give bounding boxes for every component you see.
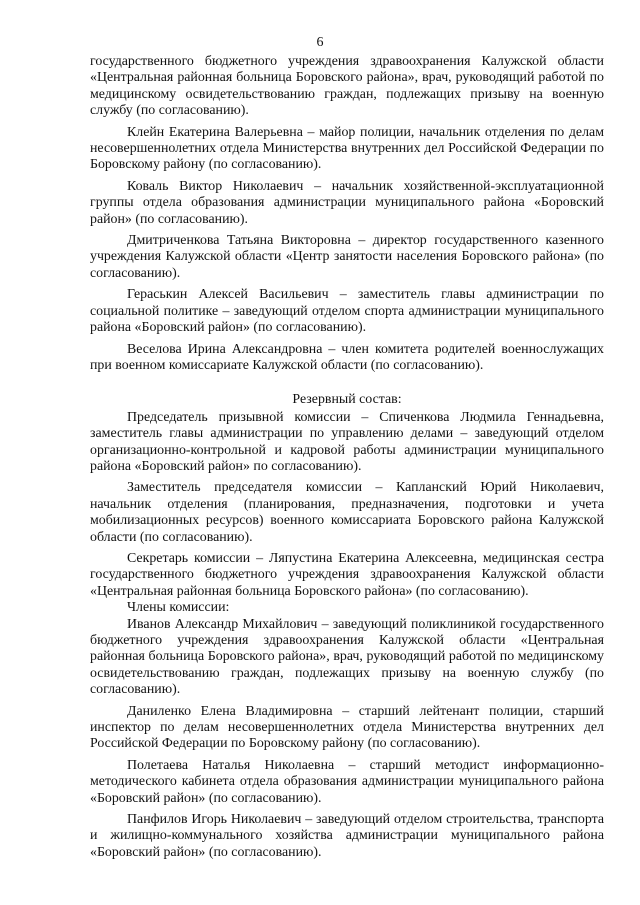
paragraph-poletaeva: Полетаева Наталья Николаевна – старший методист информационно-методического кабинета отдела образования администрации муниципального района «Боровский район» (по согласованию). (90, 757, 604, 806)
paragraph-koval: Коваль Виктор Николаевич – начальник хозяйственной-эксплуатационной группы отдела образования администрации муниципального района «Боровский район» (по согласованию). (90, 178, 604, 227)
paragraph-geraskin: Гераськин Алексей Васильевич – заместитель главы администрации по социальной политике – заведующий отделом спорта администрации муниципального района «Боровский район» (по согласованию). (90, 287, 604, 336)
page-number: 6 (316, 35, 324, 50)
paragraph-secretary: Секретарь комиссии – Ляпустина Екатерина Алексеевна, медицинская сестра государственного бюджетного учреждения здравоохранения Калужской области «Центральная районная больница Боровского района» (по согласованию). (90, 550, 604, 599)
paragraph-klein: Клейн Екатерина Валерьевна – майор полиции, начальник отделения по делам несовершеннолетних отдела Министерства внутренних дел Российской Федерации по Боровскому району (по согласованию). (90, 124, 604, 173)
paragraph-chairman: Председатель призывной комиссии – Спиченкова Людмила Геннадьевна, заместитель главы администрации по управлению делами – заведующий отделом организационно-контрольной и кадровой работы администрации муниципального района «Боровский район» по согласованию). (90, 409, 604, 474)
paragraph-panfilov: Панфилов Игорь Николаевич – заведующий отделом строительства, транспорта и жилищно-коммунального хозяйства администрации муниципального района «Боровский район» (по согласованию). (90, 812, 604, 860)
subheading-members: Члены комиссии: (127, 600, 230, 616)
document-body (90, 54, 604, 861)
paragraph-veselova: Веселова Ирина Александровна – член комитета родителей военнослужащих при военном комиссариате Калужской области (по согласованию). (90, 341, 604, 373)
paragraph-deputy-chairman: Заместитель председателя комиссии – Капланский Юрий Николаевич, начальник отделения (планирования, предназначения, подготовки и учета мобилизационных ресурсов) военного комиссариата Боровского района Калужской области (по согласованию). (90, 480, 604, 545)
paragraph-dmitrichenkova: Дмитриченкова Татьяна Викторовна – директор государственного казенного учреждения Калужской области «Центр занятости населения Боровского района» (по согласованию). (90, 233, 604, 281)
paragraph-continuation: государственного бюджетного учреждения здравоохранения Калужской области «Центральная районная больница Боровского района», врач, руководящий работой по медицинскому освидетельствованию граждан, подлежащих призыву на военную службу (по согласованию). (90, 54, 604, 119)
paragraph-danilenko: Даниленко Елена Владимировна – старший лейтенант полиции, старший инспектор по делам несовершеннолетних отдела Министерства внутренних дел Российской Федерации по Боровскому району (по согласованию). (90, 703, 604, 752)
section-heading-reserve: Резервный состав: (292, 392, 402, 408)
paragraph-ivanov: Иванов Александр Михайлович – заведующий поликлиникой государственного бюджетного учреждения здравоохранения Калужской области «Центральная районная больница Боровского района», врач, руководящий работой по медицинскому освидетельствованию граждан, подлежащих призыву на военную службу (по согласованию). (90, 616, 604, 698)
